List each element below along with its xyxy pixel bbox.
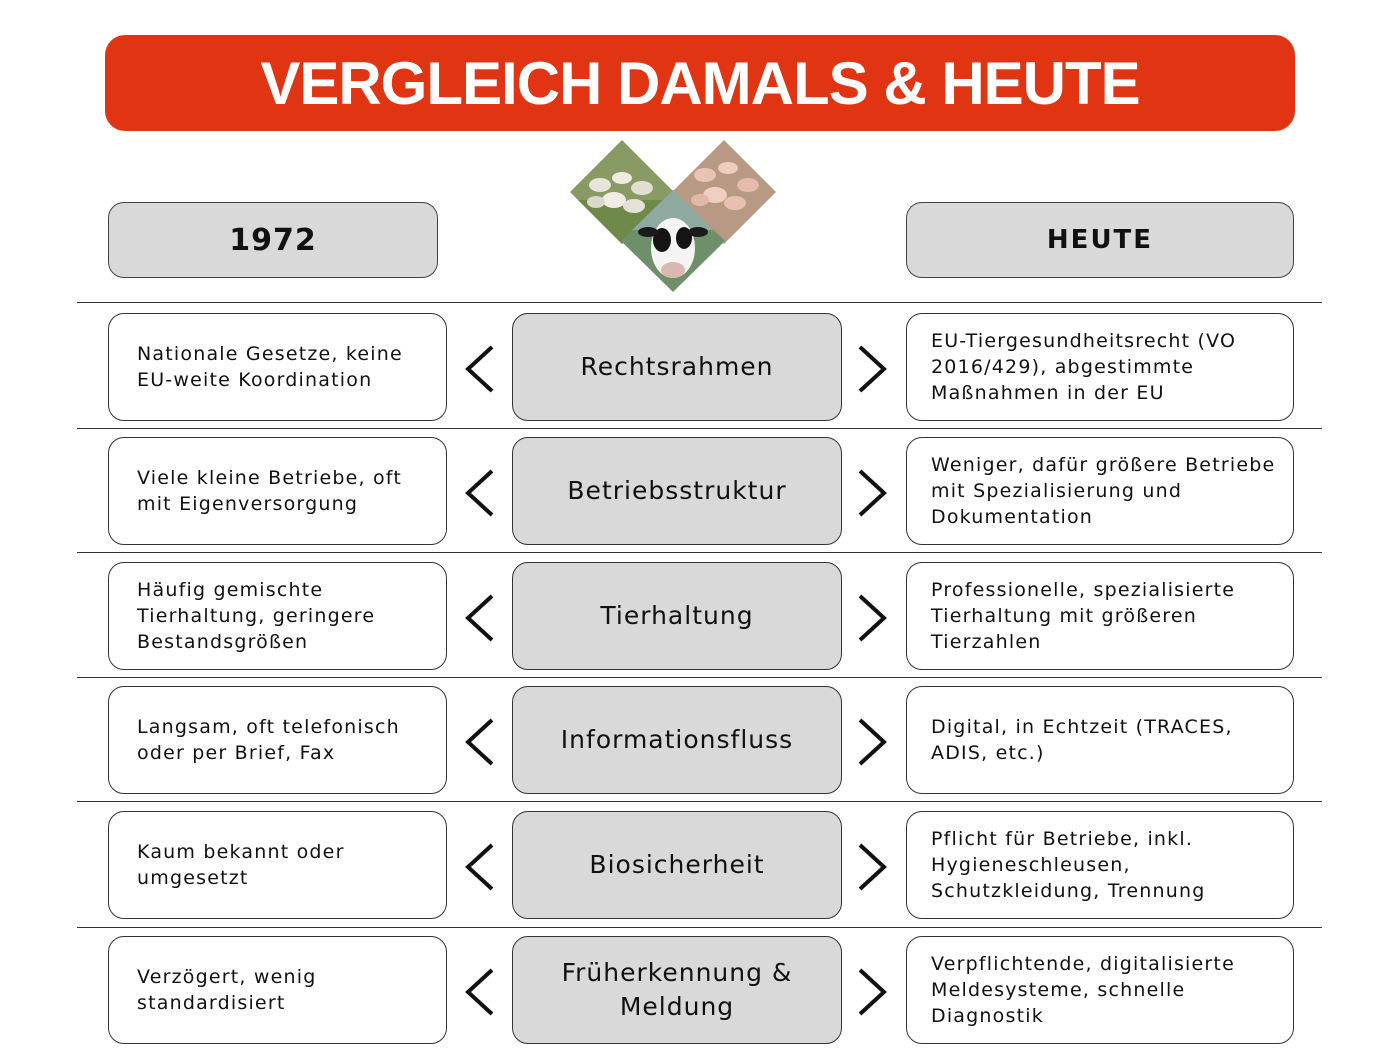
comparison-row	[0, 562, 1400, 670]
chevron-left-icon	[460, 343, 500, 395]
then-cell	[108, 313, 447, 421]
divider	[77, 302, 1322, 303]
farm-animals-collage	[570, 140, 776, 292]
topic-label: Informationsfluss	[560, 725, 794, 754]
chevron-right-icon	[852, 467, 892, 519]
topic-box	[512, 562, 842, 670]
topic-box	[512, 936, 842, 1044]
comparison-row	[0, 686, 1400, 794]
now-text: Digital, in Echtzeit (TRACES, ADIS, etc.)	[931, 716, 1233, 764]
topic-label: Betriebsstruktur	[567, 476, 787, 505]
chevron-right-icon	[852, 592, 892, 644]
then-text: Häufig gemischte Tierhaltung, geringere Bestandsgrößen	[137, 579, 376, 653]
then-text: Langsam, oft telefonisch oder per Brief, Fax	[137, 716, 400, 764]
topic-box	[512, 811, 842, 919]
topic-label: Biosicherheit	[589, 850, 765, 879]
then-cell	[108, 562, 447, 670]
now-text: Pflicht für Betriebe, inkl. Hygieneschleusen, Schutzkleidung, Trennung	[931, 828, 1206, 902]
then-text: Kaum bekannt oder umgesetzt	[137, 841, 345, 889]
comparison-row	[0, 437, 1400, 545]
topic-box	[512, 437, 842, 545]
chevron-left-icon	[460, 716, 500, 768]
then-text: Viele kleine Betriebe, oft mit Eigenversorgung	[137, 467, 402, 515]
now-text: Verpflichtende, digitalisierte Meldesysteme, schnelle Diagnostik	[931, 953, 1235, 1027]
column-header-1972: 1972	[108, 202, 438, 278]
divider	[77, 552, 1322, 553]
then-text: Nationale Gesetze, keine EU-weite Koordination	[137, 343, 403, 391]
comparison-row	[0, 313, 1400, 421]
now-cell	[906, 562, 1294, 670]
topic-label: Rechtsrahmen	[580, 352, 774, 381]
then-text: Verzögert, wenig standardisiert	[137, 966, 317, 1014]
column-header-heute: HEUTE	[906, 202, 1294, 278]
now-text: Weniger, dafür größere Betriebe mit Spezialisierung und Dokumentation	[931, 454, 1276, 528]
topic-box	[512, 313, 842, 421]
now-text: EU-Tiergesundheitsrecht (VO 2016/429), abgestimmte Maßnahmen in der EU	[931, 330, 1237, 404]
chevron-left-icon	[460, 467, 500, 519]
then-cell	[108, 811, 447, 919]
divider	[77, 801, 1322, 802]
now-text: Professionelle, spezialisierte Tierhaltung mit größeren Tierzahlen	[931, 579, 1236, 653]
topic-label: Früherkennung & Meldung	[561, 958, 793, 1021]
then-cell	[108, 437, 447, 545]
topic-label: Tierhaltung	[600, 601, 754, 630]
title-banner	[105, 35, 1295, 131]
now-cell	[906, 437, 1294, 545]
topic-box	[512, 686, 842, 794]
chevron-left-icon	[460, 966, 500, 1018]
chevron-left-icon	[460, 592, 500, 644]
then-cell	[108, 936, 447, 1044]
chevron-right-icon	[852, 841, 892, 893]
divider	[77, 677, 1322, 678]
comparison-row	[0, 811, 1400, 919]
chevron-right-icon	[852, 966, 892, 1018]
now-cell	[906, 936, 1294, 1044]
divider	[77, 927, 1322, 928]
chevron-right-icon	[852, 343, 892, 395]
now-cell	[906, 686, 1294, 794]
then-cell	[108, 686, 447, 794]
chevron-right-icon	[852, 716, 892, 768]
divider	[77, 428, 1322, 429]
comparison-row	[0, 936, 1400, 1044]
page-title: VERGLEICH DAMALS & HEUTE	[260, 49, 1140, 117]
now-cell	[906, 313, 1294, 421]
now-cell	[906, 811, 1294, 919]
chevron-left-icon	[460, 841, 500, 893]
